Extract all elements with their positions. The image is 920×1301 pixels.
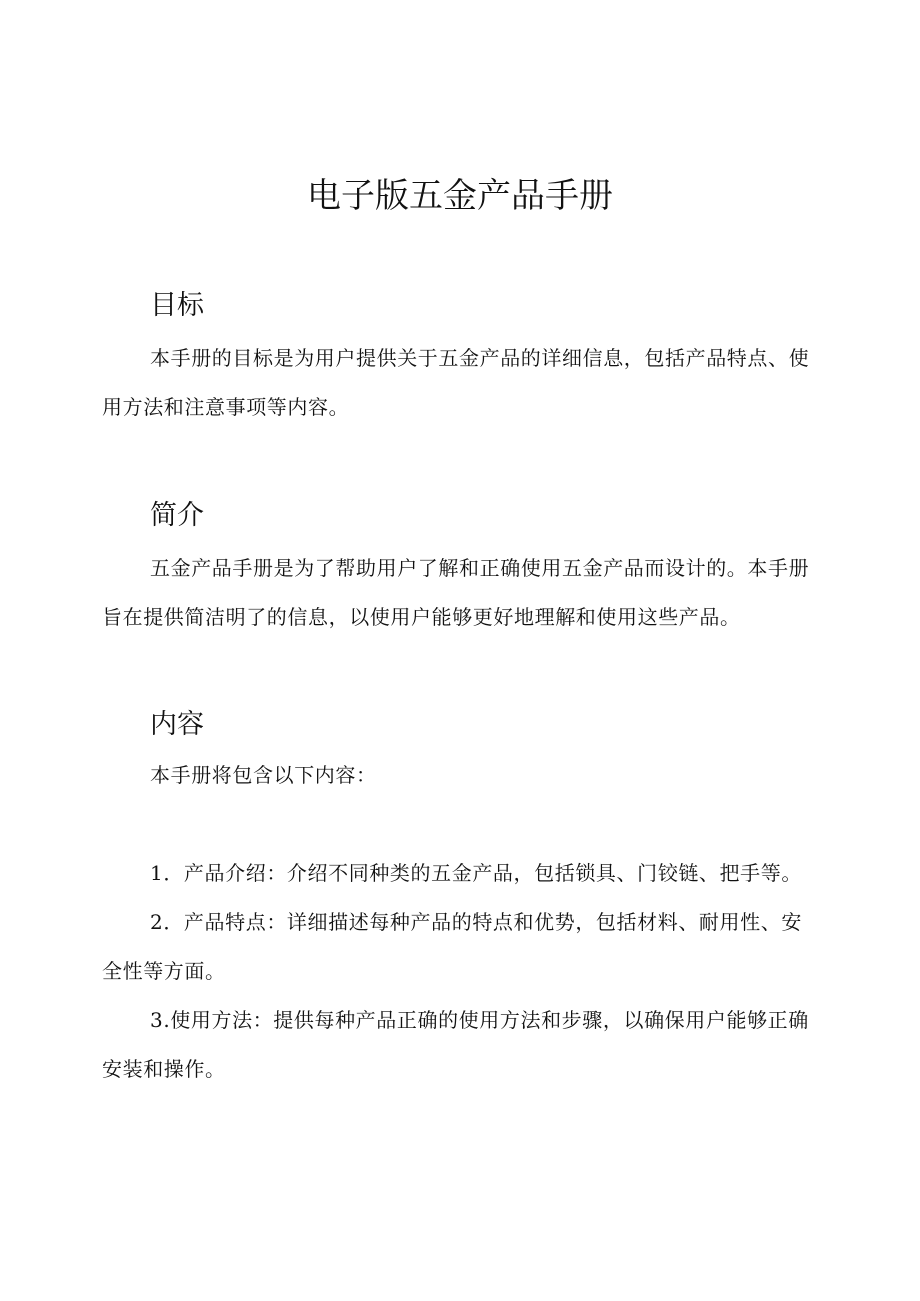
section-heading-intro: 简介 xyxy=(150,500,204,531)
content-list xyxy=(102,849,822,1094)
document-title: 电子版五金产品手册 xyxy=(307,176,613,216)
section-heading-goal: 目标 xyxy=(150,290,204,321)
list-item: 1．产品介绍：介绍不同种类的五金产品，包括锁具、门铰链、把手等。 xyxy=(150,861,802,885)
list-item: 3.使用方法：提供每种产品正确的使用方法和步骤，以确保用户能够正确安装和操作。 xyxy=(102,1008,809,1081)
list-item: 2．产品特点：详细描述每种产品的特点和优势，包括材料、耐用性、安全性等方面。 xyxy=(102,910,802,983)
section-body-intro: 五金产品手册是为了帮助用户了解和正确使用五金产品而设计的。本手册旨在提供简洁明了的信息，以使用户能够更好地理解和使用这些产品。 xyxy=(102,556,810,629)
section-body-content: 本手册将包含以下内容： xyxy=(150,763,377,787)
section-body-goal: 本手册的目标是为用户提供关于五金产品的详细信息，包括产品特点、使用方法和注意事项等内容。 xyxy=(102,346,810,419)
section-heading-content: 内容 xyxy=(150,709,204,740)
